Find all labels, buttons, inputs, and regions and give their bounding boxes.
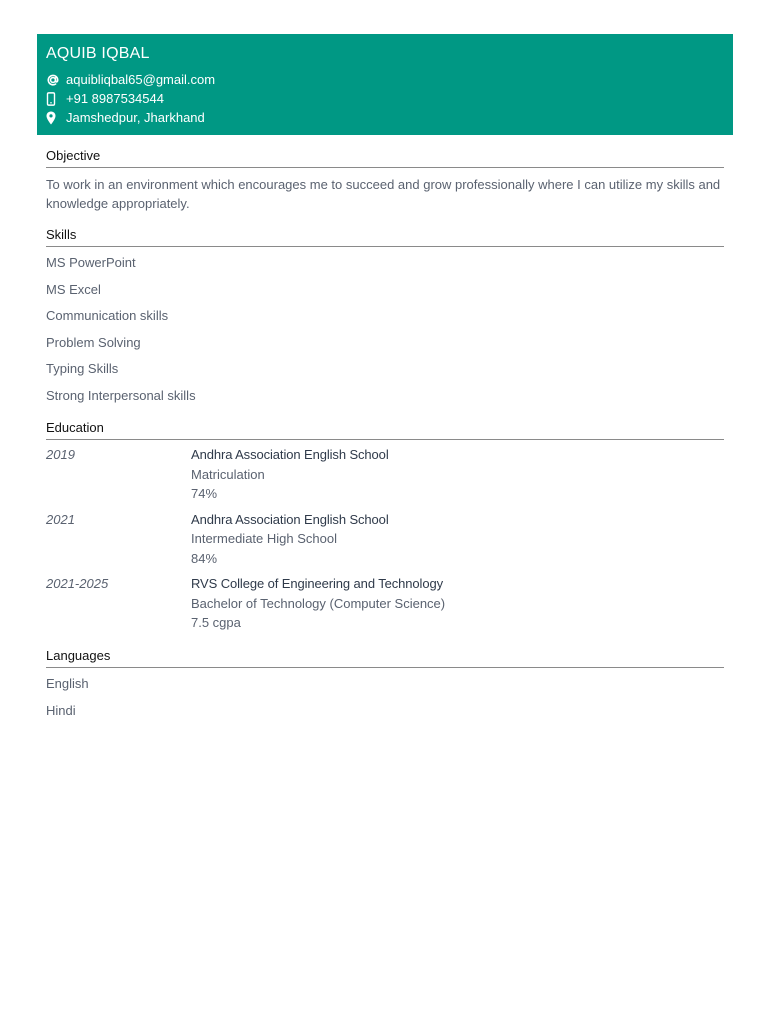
education-score: 74%	[191, 486, 218, 501]
language-item: English	[46, 676, 89, 691]
education-year: 2021-2025	[46, 576, 109, 591]
skill-item: MS Excel	[46, 281, 101, 297]
map-pin-icon	[46, 111, 66, 125]
skills-list	[46, 255, 724, 414]
languages-heading: Languages	[46, 648, 724, 668]
skill-item: Strong Interpersonal skills	[46, 387, 196, 403]
skill-item: MS PowerPoint	[46, 255, 136, 270]
contact-phone	[46, 89, 733, 108]
resume-header	[37, 34, 733, 135]
skills-heading: Skills	[46, 227, 724, 247]
contact-location	[46, 108, 733, 127]
language-item: Hindi	[46, 702, 76, 718]
education-degree: Intermediate High School	[191, 531, 337, 546]
objective-text: To work in an environment which encourages me to succeed and grow professionally where I can utilize my skills and knowledge appropriately.	[46, 177, 721, 211]
education-entry	[46, 445, 724, 504]
education-score: 7.5 cgpa	[191, 615, 241, 630]
objective-section	[46, 148, 724, 213]
education-entry	[46, 574, 724, 633]
languages-list	[46, 676, 724, 729]
education-school: Andhra Association English School	[191, 511, 389, 527]
education-entry	[46, 510, 724, 569]
education-section	[46, 420, 724, 639]
education-heading: Education	[46, 420, 724, 440]
education-list	[46, 445, 724, 633]
education-year: 2021	[46, 511, 75, 527]
education-degree: Matriculation	[191, 466, 265, 482]
languages-section	[46, 648, 724, 729]
skill-item: Problem Solving	[46, 334, 141, 350]
education-year: 2019	[46, 447, 75, 462]
education-details	[191, 445, 389, 504]
location-text: Jamshedpur, Jharkhand	[66, 110, 205, 125]
skills-section	[46, 227, 724, 414]
skill-item: Typing Skills	[46, 361, 119, 376]
education-score: 84%	[191, 550, 218, 566]
phone-text: +91 8987534544	[66, 91, 164, 106]
at-sign-icon	[46, 73, 66, 87]
candidate-name: AQUIB IQBAL	[46, 45, 150, 62]
education-degree: Bachelor of Technology (Computer Science)	[191, 595, 446, 611]
mobile-phone-icon	[46, 92, 66, 106]
objective-heading: Objective	[46, 148, 724, 168]
education-school: RVS College of Engineering and Technology	[191, 576, 443, 591]
education-details	[191, 510, 389, 569]
education-details	[191, 574, 445, 633]
contact-email	[46, 70, 733, 89]
education-school: Andhra Association English School	[191, 447, 389, 462]
skill-item: Communication skills	[46, 308, 169, 323]
email-text: aquibliqbal65@gmail.com	[66, 72, 216, 87]
